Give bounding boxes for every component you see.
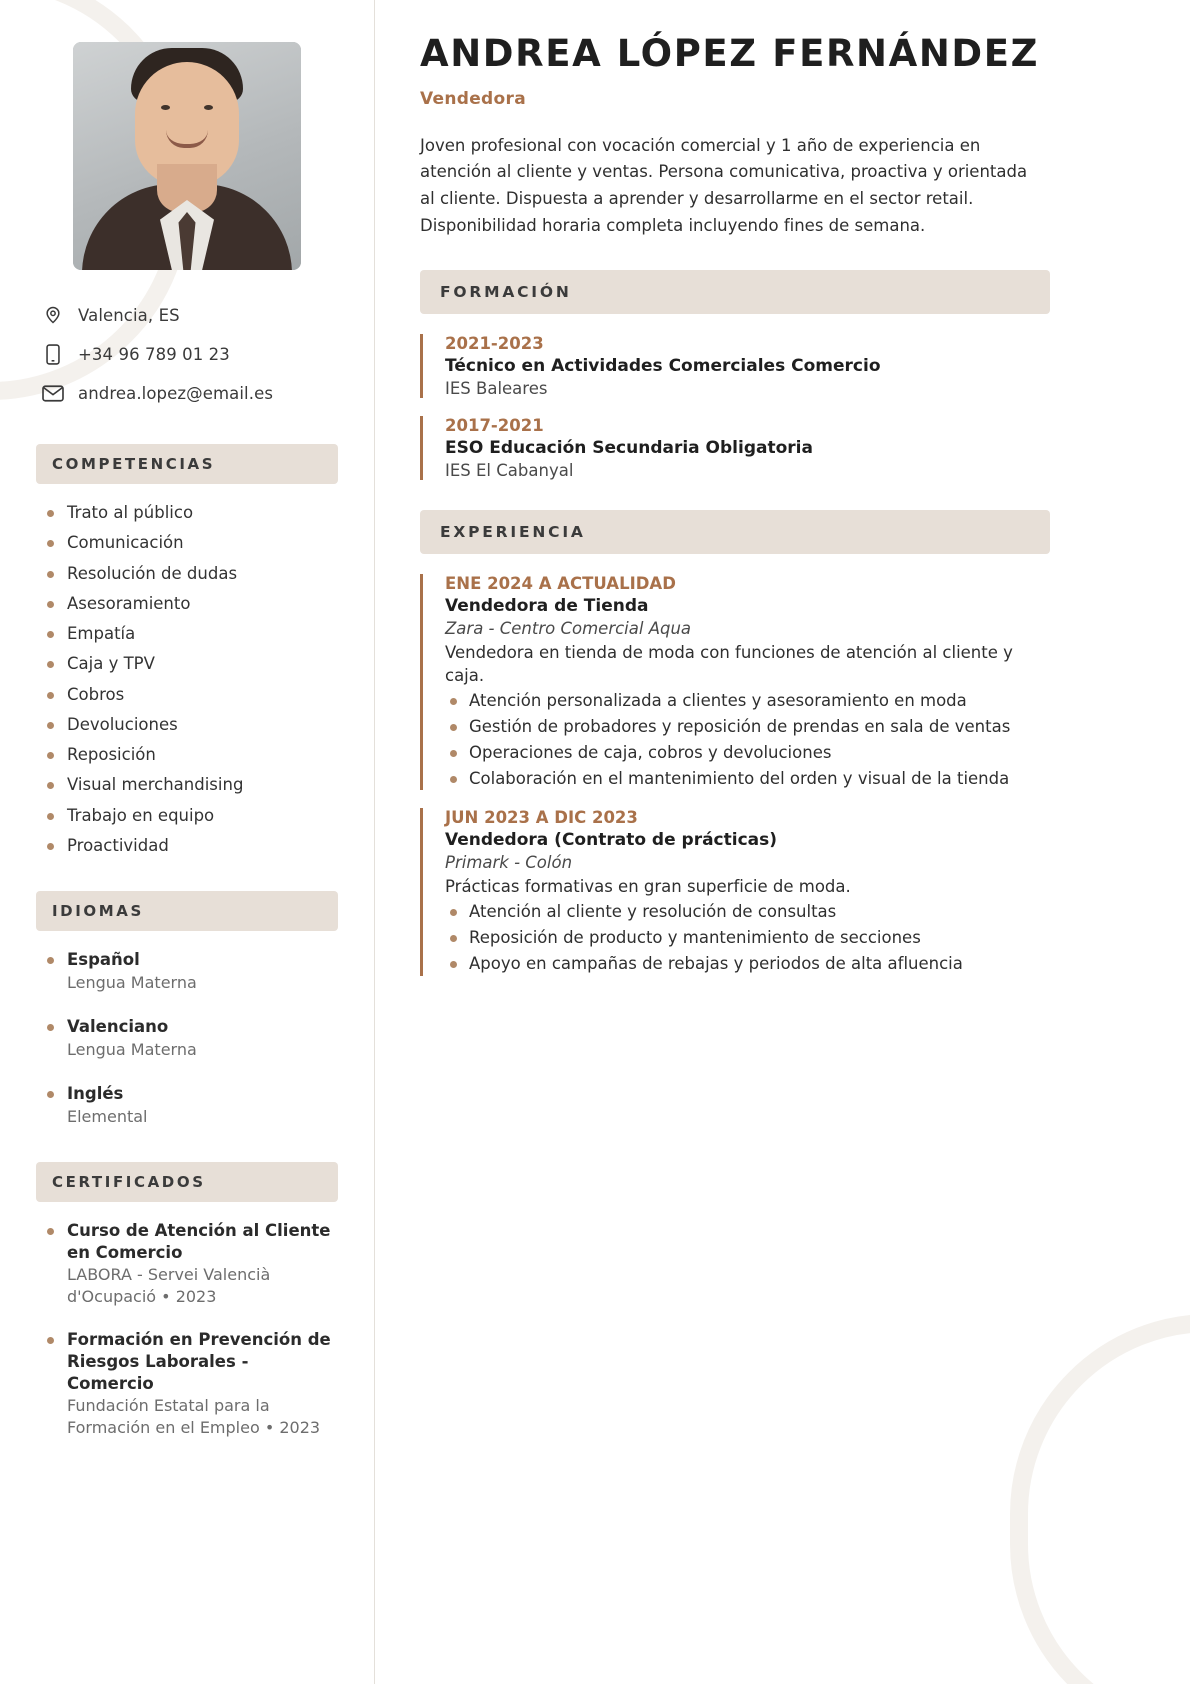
experience-title: Vendedora de Tienda: [445, 595, 649, 616]
experience-bullets: [445, 690, 1050, 790]
list-item: Gestión de probadores y reposición de prendas en sala de ventas: [445, 716, 1050, 739]
certificates-list: [36, 1220, 338, 1439]
list-item: Reposición: [42, 744, 338, 766]
list-item: Devoluciones: [42, 714, 338, 736]
experience-description: Vendedora en tienda de moda con funciones de atención al cliente y caja.: [445, 642, 1013, 686]
contact-location-value: Valencia, ES: [78, 305, 180, 325]
list-item: Trabajo en equipo: [42, 805, 338, 827]
certificate-meta: Fundación Estatal para la Formación en el Empleo • 2023: [67, 1396, 321, 1437]
language-level: Lengua Materna: [67, 1040, 197, 1060]
languages-list: [36, 949, 338, 1128]
list-item: Atención personalizada a clientes y asesoramiento en moda: [445, 690, 1050, 713]
languages-section: [36, 891, 338, 1128]
list-item: [42, 1083, 338, 1128]
list-item: Resolución de dudas: [42, 563, 338, 585]
contact-list: [42, 304, 338, 404]
professional-summary: Joven profesional con vocación comercial y 1 año de experiencia en atención al cliente y ventas. Persona comunicativa, proactiva y orientada al cliente. Dispuesta a aprender y desarrollarme en el sector retail. Disponibilidad horaria completa incluyendo fines de semana.: [420, 135, 1028, 235]
contact-phone: [42, 343, 338, 365]
list-item: Visual merchandising: [42, 774, 338, 796]
certificate-title: Curso de Atención al Cliente en Comercio: [67, 1220, 331, 1262]
phone-icon: [42, 343, 64, 365]
list-item: [42, 1016, 338, 1061]
experience-entry: [420, 808, 1050, 975]
education-date: 2021-2023: [445, 333, 544, 353]
experience-title: Vendedora (Contrato de prácticas): [445, 830, 778, 851]
profile-photo: [73, 42, 301, 270]
education-entry: [420, 334, 1050, 398]
experience-heading: EXPERIENCIA: [420, 510, 1050, 554]
contact-email: [42, 382, 338, 404]
experience-company: Zara - Centro Comercial Aqua: [445, 618, 692, 638]
email-icon: [42, 382, 64, 404]
experience-entry: [420, 574, 1050, 791]
skills-section: [36, 444, 338, 857]
list-item: [42, 949, 338, 994]
list-item: Trato al público: [42, 502, 338, 524]
education-title: Técnico en Actividades Comerciales Comercio: [445, 355, 881, 376]
sidebar: [0, 0, 374, 1512]
experience-bullets: [445, 901, 1050, 975]
contact-phone-value: +34 96 789 01 23: [78, 344, 230, 364]
list-item: Asesoramiento: [42, 593, 338, 615]
skills-heading: COMPETENCIAS: [36, 444, 338, 484]
experience-section: [420, 510, 1050, 976]
list-item: Reposición de producto y mantenimiento de secciones: [445, 927, 1050, 950]
contact-email-value: andrea.lopez@email.es: [78, 383, 274, 403]
experience-date: JUN 2023 A DIC 2023: [445, 808, 638, 828]
list-item: Colaboración en el mantenimiento del orden y visual de la tienda: [445, 768, 1050, 791]
page-title: ANDREA LÓPEZ FERNÁNDEZ: [420, 32, 1040, 75]
certificates-heading: CERTIFICADOS: [36, 1162, 338, 1202]
language-level: Lengua Materna: [67, 973, 197, 993]
languages-heading: IDIOMAS: [36, 891, 338, 931]
list-item: Proactividad: [42, 835, 338, 857]
experience-company: Primark - Colón: [445, 853, 573, 873]
contact-location: [42, 304, 338, 326]
education-org: IES Baleares: [445, 378, 548, 398]
education-heading: FORMACIÓN: [420, 270, 1050, 314]
education-title: ESO Educación Secundaria Obligatoria: [445, 437, 813, 458]
experience-date: ENE 2024 A ACTUALIDAD: [445, 573, 676, 593]
job-role: Vendedora: [420, 88, 526, 109]
list-item: Operaciones de caja, cobros y devoluciones: [445, 742, 1050, 765]
language-name: Valenciano: [67, 1017, 169, 1037]
list-item: Atención al cliente y resolución de consultas: [445, 901, 1050, 924]
location-pin-icon: [42, 304, 64, 326]
list-item: Cobros: [42, 684, 338, 706]
experience-description: Prácticas formativas en gran superficie de moda.: [445, 877, 851, 897]
education-entry: [420, 416, 1050, 480]
list-item: [42, 1329, 338, 1438]
education-org: IES El Cabanyal: [445, 460, 574, 480]
certificate-title: Formación en Prevención de Riesgos Laborales - Comercio: [67, 1330, 331, 1393]
language-name: Español: [67, 950, 140, 970]
certificate-meta: LABORA - Servei Valencià d'Ocupació • 2023: [67, 1265, 271, 1306]
education-section: [420, 270, 1050, 480]
list-item: Comunicación: [42, 532, 338, 554]
skills-list: [36, 502, 338, 857]
main-column: [374, 0, 1190, 1512]
education-date: 2017-2021: [445, 415, 544, 435]
list-item: Apoyo en campañas de rebajas y periodos de alta afluencia: [445, 953, 1050, 976]
language-name: Inglés: [67, 1083, 124, 1103]
certificates-section: [36, 1162, 338, 1439]
language-level: Elemental: [67, 1107, 148, 1127]
list-item: Caja y TPV: [42, 653, 338, 675]
list-item: [42, 1220, 338, 1307]
list-item: Empatía: [42, 623, 338, 645]
